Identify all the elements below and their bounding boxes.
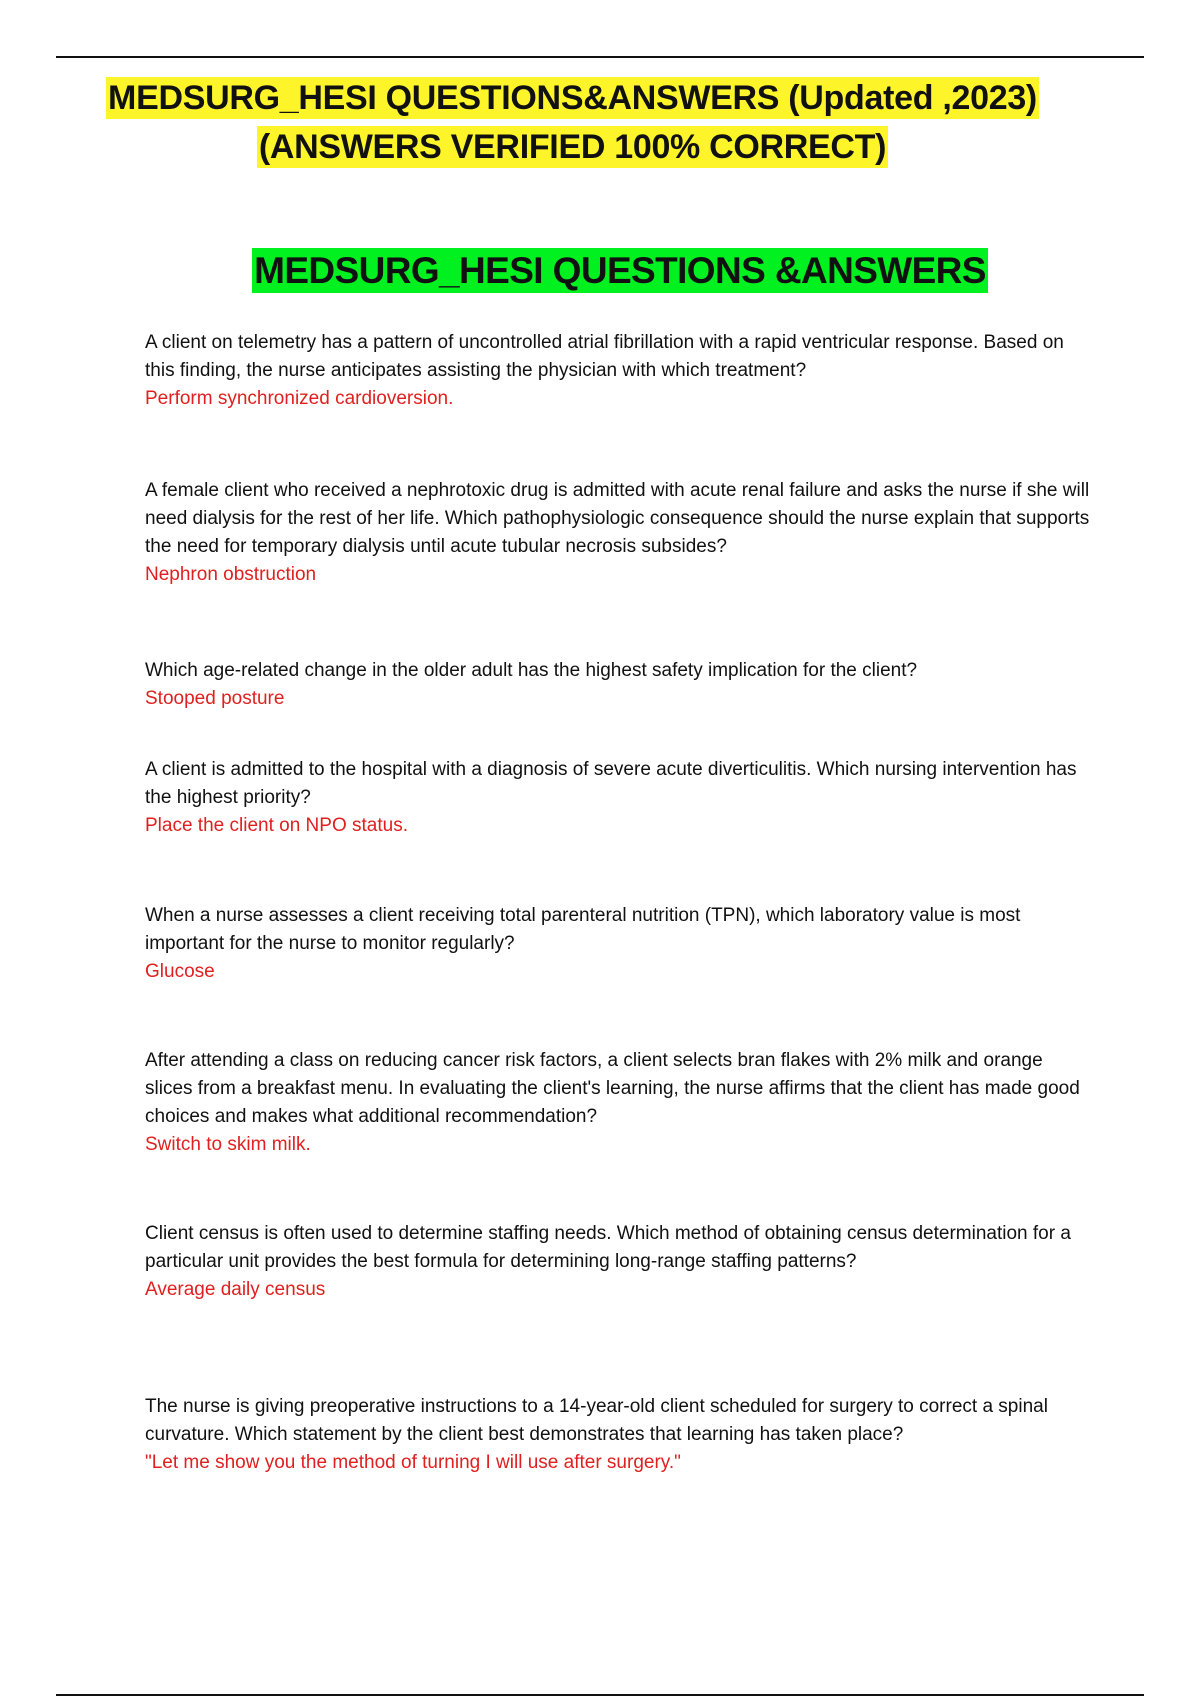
qa-item-4 [145,756,1095,840]
top-rule [56,56,1144,58]
document-title [0,74,1145,172]
qa-item-3 [145,657,1095,713]
qa-item-6 [145,1047,1095,1159]
question-text: After attending a class on reducing cancer risk factors, a client selects bran flakes with 2% milk and orange slices from a breakfast menu. In evaluating the client's learning, the nurse affirms that the client has made good choices and makes what additional recommendation? [145,1050,1080,1127]
qa-item-7 [145,1220,1095,1304]
question-text: The nurse is giving preoperative instructions to a 14-year-old client scheduled for surgery to correct a spinal curvature. Which statement by the client best demonstrates that learning has taken place? [145,1396,1048,1445]
question-text: Which age-related change in the older adult has the highest safety implication for the client? [145,660,918,681]
document-title-line-1: MEDSURG_HESI QUESTIONS&ANSWERS (Updated ,2023) [108,79,1037,117]
section-heading: MEDSURG_HESI QUESTIONS &ANSWERS [254,250,986,291]
bottom-rule [56,1694,1144,1696]
answer-text: Switch to skim milk. [145,1134,311,1155]
qa-item-8 [145,1393,1095,1477]
question-text: A female client who received a nephrotoxic drug is admitted with acute renal failure and asks the nurse if she will need dialysis for the rest of her life. Which pathophysiologic consequence should the nurse explain that supports the need for temporary dialysis until acute tubular necrosis subsides? [145,480,1090,557]
answer-text: Place the client on NPO status. [145,815,408,836]
answer-text: Stooped posture [145,688,285,709]
answer-text: Perform synchronized cardioversion. [145,388,454,409]
question-text: A client is admitted to the hospital with a diagnosis of severe acute diverticulitis. Which nursing intervention has the highest priority? [145,759,1077,808]
qa-item-5 [145,902,1095,986]
answer-text: Nephron obstruction [145,564,317,585]
qa-item-2 [145,477,1095,589]
answer-text: Average daily census [145,1279,326,1300]
qa-item-1 [145,329,1095,413]
question-text: When a nurse assesses a client receiving total parenteral nutrition (TPN), which laboratory value is most important for the nurse to monitor regularly? [145,905,1021,954]
question-text: Client census is often used to determine staffing needs. Which method of obtaining census determination for a particular unit provides the best formula for determining long-range staffing patterns? [145,1223,1071,1272]
document-title-line-2: (ANSWERS VERIFIED 100% CORRECT) [258,128,887,166]
answer-text: "Let me show you the method of turning I will use after surgery." [145,1452,681,1473]
answer-text: Glucose [145,961,215,982]
question-text: A client on telemetry has a pattern of uncontrolled atrial fibrillation with a rapid ventricular response. Based on this finding, the nurse anticipates assisting the physician with which treatment? [145,332,1064,381]
